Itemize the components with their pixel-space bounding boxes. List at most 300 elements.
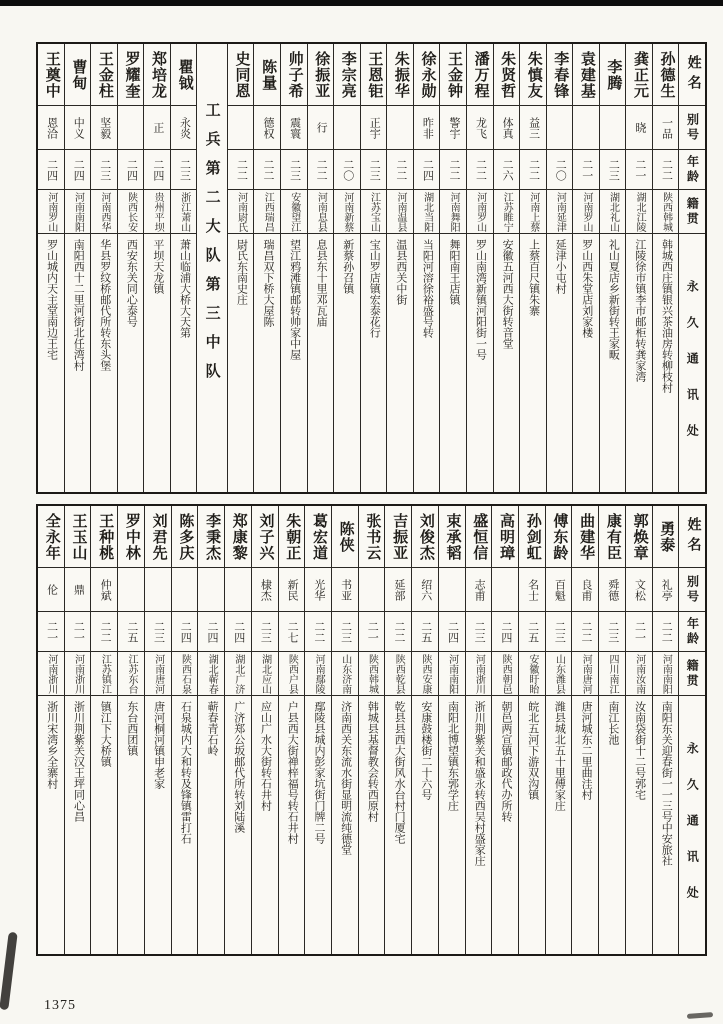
person-age: 二五 (118, 612, 144, 652)
person-column (653, 44, 680, 492)
person-column (492, 506, 519, 954)
person-age: 二二 (228, 150, 254, 190)
person-column (599, 506, 626, 954)
person-age: 二一 (38, 612, 64, 652)
person-column (118, 506, 145, 954)
person-age: 二五 (412, 612, 438, 652)
person-column (305, 506, 332, 954)
person-origin: 河南汝南 (626, 652, 652, 696)
person-alias (600, 106, 626, 150)
person-origin: 湖北广济 (225, 652, 251, 696)
person-origin: 河南鄢陵 (305, 652, 331, 696)
person-alias: 礼亭 (653, 568, 679, 612)
person-column (118, 44, 145, 492)
person-origin: 江苏睢宁 (494, 190, 520, 234)
person-address: 望江鸦滩镇邮转帅家中屋 (288, 239, 301, 360)
scan-artifact (687, 1012, 713, 1019)
person-name: 朱贤哲 (494, 44, 520, 106)
person-column (520, 44, 547, 492)
person-origin: 陕西朝邑 (492, 652, 518, 696)
person-age: 二四 (38, 150, 64, 190)
person-address: 尉氏东南史庄 (235, 239, 248, 305)
person-origin: 湖北蕲春 (198, 652, 224, 696)
person-alias (492, 568, 518, 612)
person-age: 二二 (572, 612, 598, 652)
person-column (361, 44, 388, 492)
person-name: 傅东龄 (546, 506, 572, 568)
person-age: 二三 (171, 150, 197, 190)
person-alias: 中义 (65, 106, 91, 150)
person-name: 葛宏道 (305, 506, 331, 568)
person-name: 王恩钜 (361, 44, 387, 106)
person-address: 舞阳南王店镇 (447, 239, 460, 305)
person-address: 西安东关同心泰号 (125, 239, 138, 327)
person-origin: 江苏东台 (118, 652, 144, 696)
person-column (198, 506, 225, 954)
person-name: 吉振亚 (385, 506, 411, 568)
person-address: 应山广水大街转石井村 (259, 701, 272, 811)
person-alias: 舜德 (599, 568, 625, 612)
person-column (308, 44, 335, 492)
person-alias (225, 568, 251, 612)
person-alias (118, 106, 144, 150)
person-age: 二六 (494, 150, 520, 190)
person-alias: 行 (308, 106, 334, 150)
person-origin: 四川南江 (599, 652, 625, 696)
scan-artifact (0, 932, 18, 1011)
person-age: 二四 (225, 612, 251, 652)
person-address: 息县东十里邓瓦庙 (315, 239, 328, 327)
person-column (281, 44, 308, 492)
person-address: 南阳西十二里河街北任湾村 (72, 239, 85, 371)
person-name: 帅子希 (281, 44, 307, 106)
person-age: 二三 (332, 612, 358, 652)
person-age: 二三 (145, 612, 171, 652)
person-address: 广济郑公坂邮代所转刘陆溪 (232, 701, 245, 833)
person-origin: 河南尉氏 (228, 190, 254, 234)
person-column (91, 506, 118, 954)
person-name: 高明璋 (492, 506, 518, 568)
person-alias (439, 568, 465, 612)
person-alias: 一品 (653, 106, 679, 150)
person-origin: 山东潍县 (546, 652, 572, 696)
person-alias: 仲斌 (91, 568, 117, 612)
person-address: 萧山临浦大桥大天第 (178, 239, 191, 338)
person-address: 浙川荆紫关汉王坪同心昌 (72, 701, 85, 822)
person-age: 二〇 (547, 150, 573, 190)
person-age: 二二 (308, 150, 334, 190)
person-name: 李春锋 (547, 44, 573, 106)
person-alias: 龙飞 (467, 106, 493, 150)
person-name: 徐振亚 (308, 44, 334, 106)
person-origin: 河南新蔡 (334, 190, 360, 234)
person-address: 汝南袋街十二号郭宅 (633, 701, 646, 800)
person-alias (359, 568, 385, 612)
person-address: 罗山南湾新镇河阳街一号 (474, 239, 487, 360)
person-age: 二三 (466, 612, 492, 652)
person-name: 李腾 (600, 44, 626, 106)
person-address: 皖北五河下游双沟镇 (526, 701, 539, 800)
person-age: 二三 (281, 150, 307, 190)
person-alias: 良甫 (572, 568, 598, 612)
person-origin: 河南温县 (387, 190, 413, 234)
person-name: 郭焕章 (626, 506, 652, 568)
person-column (519, 506, 546, 954)
person-origin: 河南南阳 (439, 652, 465, 696)
person-name: 龚正元 (626, 44, 652, 106)
person-name: 王金钟 (440, 44, 466, 106)
person-address: 浙川宋湾乡全寨村 (45, 701, 58, 789)
person-origin: 湖北应山 (252, 652, 278, 696)
person-address: 上蔡百尺镇朱寨 (527, 239, 540, 316)
header-alias-label: 别号 (679, 106, 705, 150)
person-age: 二一 (65, 612, 91, 652)
person-name: 郑康黎 (225, 506, 251, 568)
person-age: 二三 (600, 150, 626, 190)
person-name: 李宗亮 (334, 44, 360, 106)
person-age: 二五 (519, 612, 545, 652)
person-age: 二一 (359, 612, 385, 652)
person-address: 潍县城北五十里傅家庄 (553, 701, 566, 811)
person-name: 罗中林 (118, 506, 144, 568)
header-address-label: 永久通讯处 (685, 742, 700, 922)
person-origin: 河南唐河 (145, 652, 171, 696)
person-column (359, 506, 386, 954)
person-column (38, 44, 65, 492)
person-origin: 陕西乾县 (385, 652, 411, 696)
person-address: 鄢陵县城内彭家坑街门牌二号 (312, 701, 325, 844)
person-origin: 陕西韩城 (653, 190, 679, 234)
person-origin: 湖北江陵 (626, 190, 652, 234)
person-column (572, 506, 599, 954)
person-alias: 棣杰 (252, 568, 278, 612)
person-column (414, 44, 441, 492)
person-alias: 鼎 (65, 568, 91, 612)
person-alias: 震寰 (281, 106, 307, 150)
roster-table-top (36, 42, 707, 494)
person-origin: 陕西户县 (279, 652, 305, 696)
person-origin: 河南西华 (91, 190, 117, 234)
person-origin: 河南浙川 (38, 652, 64, 696)
person-name: 郑培龙 (144, 44, 170, 106)
person-column (626, 44, 653, 492)
person-address: 石泉城内大和转及锋镇雷打石 (179, 701, 192, 844)
person-address: 宝山罗店镇宏泰花行 (368, 239, 381, 338)
person-column (225, 506, 252, 954)
person-name: 潘万程 (467, 44, 493, 106)
person-address: 南江长池 (606, 701, 619, 745)
page-number: 1375 (44, 998, 76, 1013)
person-age: 二二 (385, 612, 411, 652)
header-column (679, 506, 705, 954)
person-alias: 德权 (254, 106, 280, 150)
header-origin-label: 籍贯 (679, 652, 705, 696)
person-name: 徐永勋 (414, 44, 440, 106)
person-column (653, 506, 680, 954)
person-address: 韩城县基督教会转西原村 (366, 701, 379, 822)
person-column (91, 44, 118, 492)
person-name: 史同恩 (228, 44, 254, 106)
person-address: 安康鼓楼街二十六号 (419, 701, 432, 800)
person-origin: 河南罗山 (38, 190, 64, 234)
person-origin: 河南上蔡 (520, 190, 546, 234)
person-name: 康有臣 (599, 506, 625, 568)
person-address: 延津小屯村 (554, 239, 567, 294)
person-alias: 体真 (494, 106, 520, 150)
person-alias: 绍六 (412, 568, 438, 612)
person-origin: 安徽盱眙 (519, 652, 545, 696)
person-column (144, 44, 171, 492)
person-origin: 陕西韩城 (359, 652, 385, 696)
person-alias: 伦 (38, 568, 64, 612)
person-address: 南阳东关迎春街一一三号中安旅社 (660, 701, 673, 866)
person-column (38, 506, 65, 954)
person-age: 二三 (252, 612, 278, 652)
person-address: 镇江下大桥镇 (99, 701, 112, 767)
roster-content (36, 42, 707, 956)
person-name: 孙剑虹 (519, 506, 545, 568)
person-age: 二三 (361, 150, 387, 190)
person-name: 王金柱 (91, 44, 117, 106)
person-age: 二四 (65, 150, 91, 190)
person-origin: 河南浙川 (65, 652, 91, 696)
person-age: 二三 (546, 612, 572, 652)
person-alias: 光华 (305, 568, 331, 612)
person-origin: 贵州平坝 (144, 190, 170, 234)
person-name: 曹甸 (65, 44, 91, 106)
person-origin: 河南延津 (547, 190, 573, 234)
person-address: 江陵徐市镇李市邮柜转龚家湾 (633, 239, 646, 382)
person-column (254, 44, 281, 492)
person-origin: 江苏宝山 (361, 190, 387, 234)
person-address: 南阳北博望镇东郭学庄 (446, 701, 459, 811)
person-address: 乾县县西大街风水台村门厦宅 (393, 701, 406, 844)
person-age: 二七 (279, 612, 305, 652)
person-name: 朱振华 (387, 44, 413, 106)
person-address: 平坝天龙镇 (151, 239, 164, 294)
person-age: 二二 (91, 612, 117, 652)
person-column (439, 506, 466, 954)
person-origin: 湖北当阳 (414, 190, 440, 234)
person-age: 二二 (440, 150, 466, 190)
person-age: 二二 (520, 150, 546, 190)
person-name: 曲建华 (572, 506, 598, 568)
person-alias (387, 106, 413, 150)
person-address: 朝邑两宣镇邮政代办所转 (499, 701, 512, 822)
person-alias: 正 (144, 106, 170, 150)
person-alias: 百魁 (546, 568, 572, 612)
person-name: 束承韬 (439, 506, 465, 568)
person-age: 二四 (198, 612, 224, 652)
person-column (172, 506, 199, 954)
person-age: 二四 (172, 612, 198, 652)
person-name: 刘俊杰 (412, 506, 438, 568)
roster-table-bottom (36, 504, 707, 956)
person-column (228, 44, 255, 492)
person-name: 陈多庆 (172, 506, 198, 568)
header-origin-label: 籍贯 (679, 190, 705, 234)
person-age: 二〇 (334, 150, 360, 190)
person-address: 罗山城内天主堂南边王宅 (45, 239, 58, 360)
person-age: 二二 (254, 150, 280, 190)
person-column (65, 506, 92, 954)
person-alias: 正宇 (361, 106, 387, 150)
unit-title: 工兵第二大队第三中队 (203, 102, 220, 392)
person-alias (198, 568, 224, 612)
unit-title-column (197, 44, 227, 492)
person-column (65, 44, 92, 492)
person-origin: 河南罗山 (467, 190, 493, 234)
person-column (145, 506, 172, 954)
person-column (626, 506, 653, 954)
person-alias: 益三 (520, 106, 546, 150)
person-alias (228, 106, 254, 150)
person-column (332, 506, 359, 954)
person-age: 二二 (305, 612, 331, 652)
person-origin: 河南浙川 (466, 652, 492, 696)
person-column (494, 44, 521, 492)
person-alias (547, 106, 573, 150)
person-origin: 浙江萧山 (171, 190, 197, 234)
person-alias (334, 106, 360, 150)
person-origin: 山东济南 (332, 652, 358, 696)
header-name-label: 姓名 (679, 44, 705, 106)
person-origin: 河南罗山 (573, 190, 599, 234)
person-column (252, 506, 279, 954)
person-age: 二二 (653, 150, 679, 190)
person-column (546, 506, 573, 954)
person-alias: 文松 (626, 568, 652, 612)
person-age: 二四 (492, 612, 518, 652)
person-name: 王玉山 (65, 506, 91, 568)
person-name: 朱慎友 (520, 44, 546, 106)
header-address-label: 永久通讯处 (685, 280, 700, 460)
person-name: 张书云 (359, 506, 385, 568)
person-name: 王奠中 (38, 44, 64, 106)
person-column (573, 44, 600, 492)
person-address: 东台西团镇 (125, 701, 138, 756)
person-origin: 陕西石泉 (172, 652, 198, 696)
person-alias: 昨非 (414, 106, 440, 150)
person-address: 户县西大街禅梓福号转石井村 (286, 701, 299, 844)
person-origin: 陕西长安 (118, 190, 144, 234)
person-address: 新蔡孙召镇 (341, 239, 354, 294)
person-column (600, 44, 627, 492)
person-origin: 陕西安康 (412, 652, 438, 696)
person-column (547, 44, 574, 492)
person-alias: 恩洽 (38, 106, 64, 150)
person-address: 罗山西朱堂店刘家楼 (580, 239, 593, 338)
person-age: 二三 (91, 150, 117, 190)
person-alias (118, 568, 144, 612)
header-age-label: 年龄 (679, 150, 705, 190)
person-age: 二二 (467, 150, 493, 190)
person-age: 二一 (626, 612, 652, 652)
person-origin: 江西瑞昌 (254, 190, 280, 234)
person-name: 王种桃 (91, 506, 117, 568)
person-column (440, 44, 467, 492)
person-age: 二四 (439, 612, 465, 652)
person-column (171, 44, 198, 492)
person-origin: 安徽望江 (281, 190, 307, 234)
person-origin: 河南南阳 (653, 652, 679, 696)
person-alias: 名士 (519, 568, 545, 612)
scan-edge-top (0, 0, 723, 6)
header-alias-label: 别号 (679, 568, 705, 612)
person-alias (172, 568, 198, 612)
person-address: 华县罗纹桥邮代所转东头堡 (98, 239, 111, 371)
person-address: 礼山夏店乡新街转王家畈 (607, 239, 620, 360)
person-address: 韩城西庄镇银兴茶油房转柳枝村 (660, 239, 673, 393)
person-name: 全永年 (38, 506, 64, 568)
person-age: 二一 (573, 150, 599, 190)
person-name: 罗耀奎 (118, 44, 144, 106)
person-column (387, 44, 414, 492)
person-column (467, 44, 494, 492)
person-column (385, 506, 412, 954)
person-alias (145, 568, 171, 612)
person-alias: 延部 (385, 568, 411, 612)
person-alias: 警宇 (440, 106, 466, 150)
header-name-label: 姓名 (679, 506, 705, 568)
person-address: 浙川荆紫关和盛永转西吴村盛家庄 (473, 701, 486, 866)
person-column (334, 44, 361, 492)
person-age: 二四 (144, 150, 170, 190)
person-alias: 坚毅 (91, 106, 117, 150)
person-name: 盛恒信 (466, 506, 492, 568)
person-name: 瞿钺 (171, 44, 197, 106)
person-age: 二二 (653, 612, 679, 652)
person-name: 刘君先 (145, 506, 171, 568)
person-name: 勇泰 (653, 506, 679, 568)
person-origin: 江苏镇江 (91, 652, 117, 696)
header-age-label: 年龄 (679, 612, 705, 652)
person-origin: 河南唐河 (572, 652, 598, 696)
person-name: 朱朝正 (279, 506, 305, 568)
person-name: 陈侠 (332, 506, 358, 568)
person-address: 当阳河溶徐裕盛号转 (421, 239, 434, 338)
person-age: 二二 (387, 150, 413, 190)
person-age: 二一 (626, 150, 652, 190)
person-address: 安徽五河西大街转音堂 (501, 239, 514, 349)
person-name: 孙德生 (653, 44, 679, 106)
person-alias (573, 106, 599, 150)
person-alias: 永炎 (171, 106, 197, 150)
person-age: 二四 (118, 150, 144, 190)
person-address: 唐河城东二里曲洼村 (580, 701, 593, 800)
person-address: 济南西关东流水街显明流纯德堂 (339, 701, 352, 855)
person-column (279, 506, 306, 954)
header-column (679, 44, 705, 492)
person-alias: 晓 (626, 106, 652, 150)
person-age: 二四 (414, 150, 440, 190)
person-address: 蕲春青石岭 (206, 701, 219, 756)
person-age: 二三 (599, 612, 625, 652)
person-address: 瑞昌双下桥大屋陈 (262, 239, 274, 327)
person-address: 温县西关中街 (394, 239, 407, 305)
person-origin: 湖北礼山 (600, 190, 626, 234)
person-name: 陈量 (254, 44, 280, 106)
person-origin: 河南息县 (308, 190, 334, 234)
person-origin: 河南南阳 (65, 190, 91, 234)
person-alias: 志甫 (466, 568, 492, 612)
person-column (412, 506, 439, 954)
person-name: 袁建基 (573, 44, 599, 106)
person-alias: 书亚 (332, 568, 358, 612)
person-alias: 新民 (279, 568, 305, 612)
person-address: 唐河桐河镇申老家 (152, 701, 165, 789)
person-origin: 河南舞阳 (440, 190, 466, 234)
